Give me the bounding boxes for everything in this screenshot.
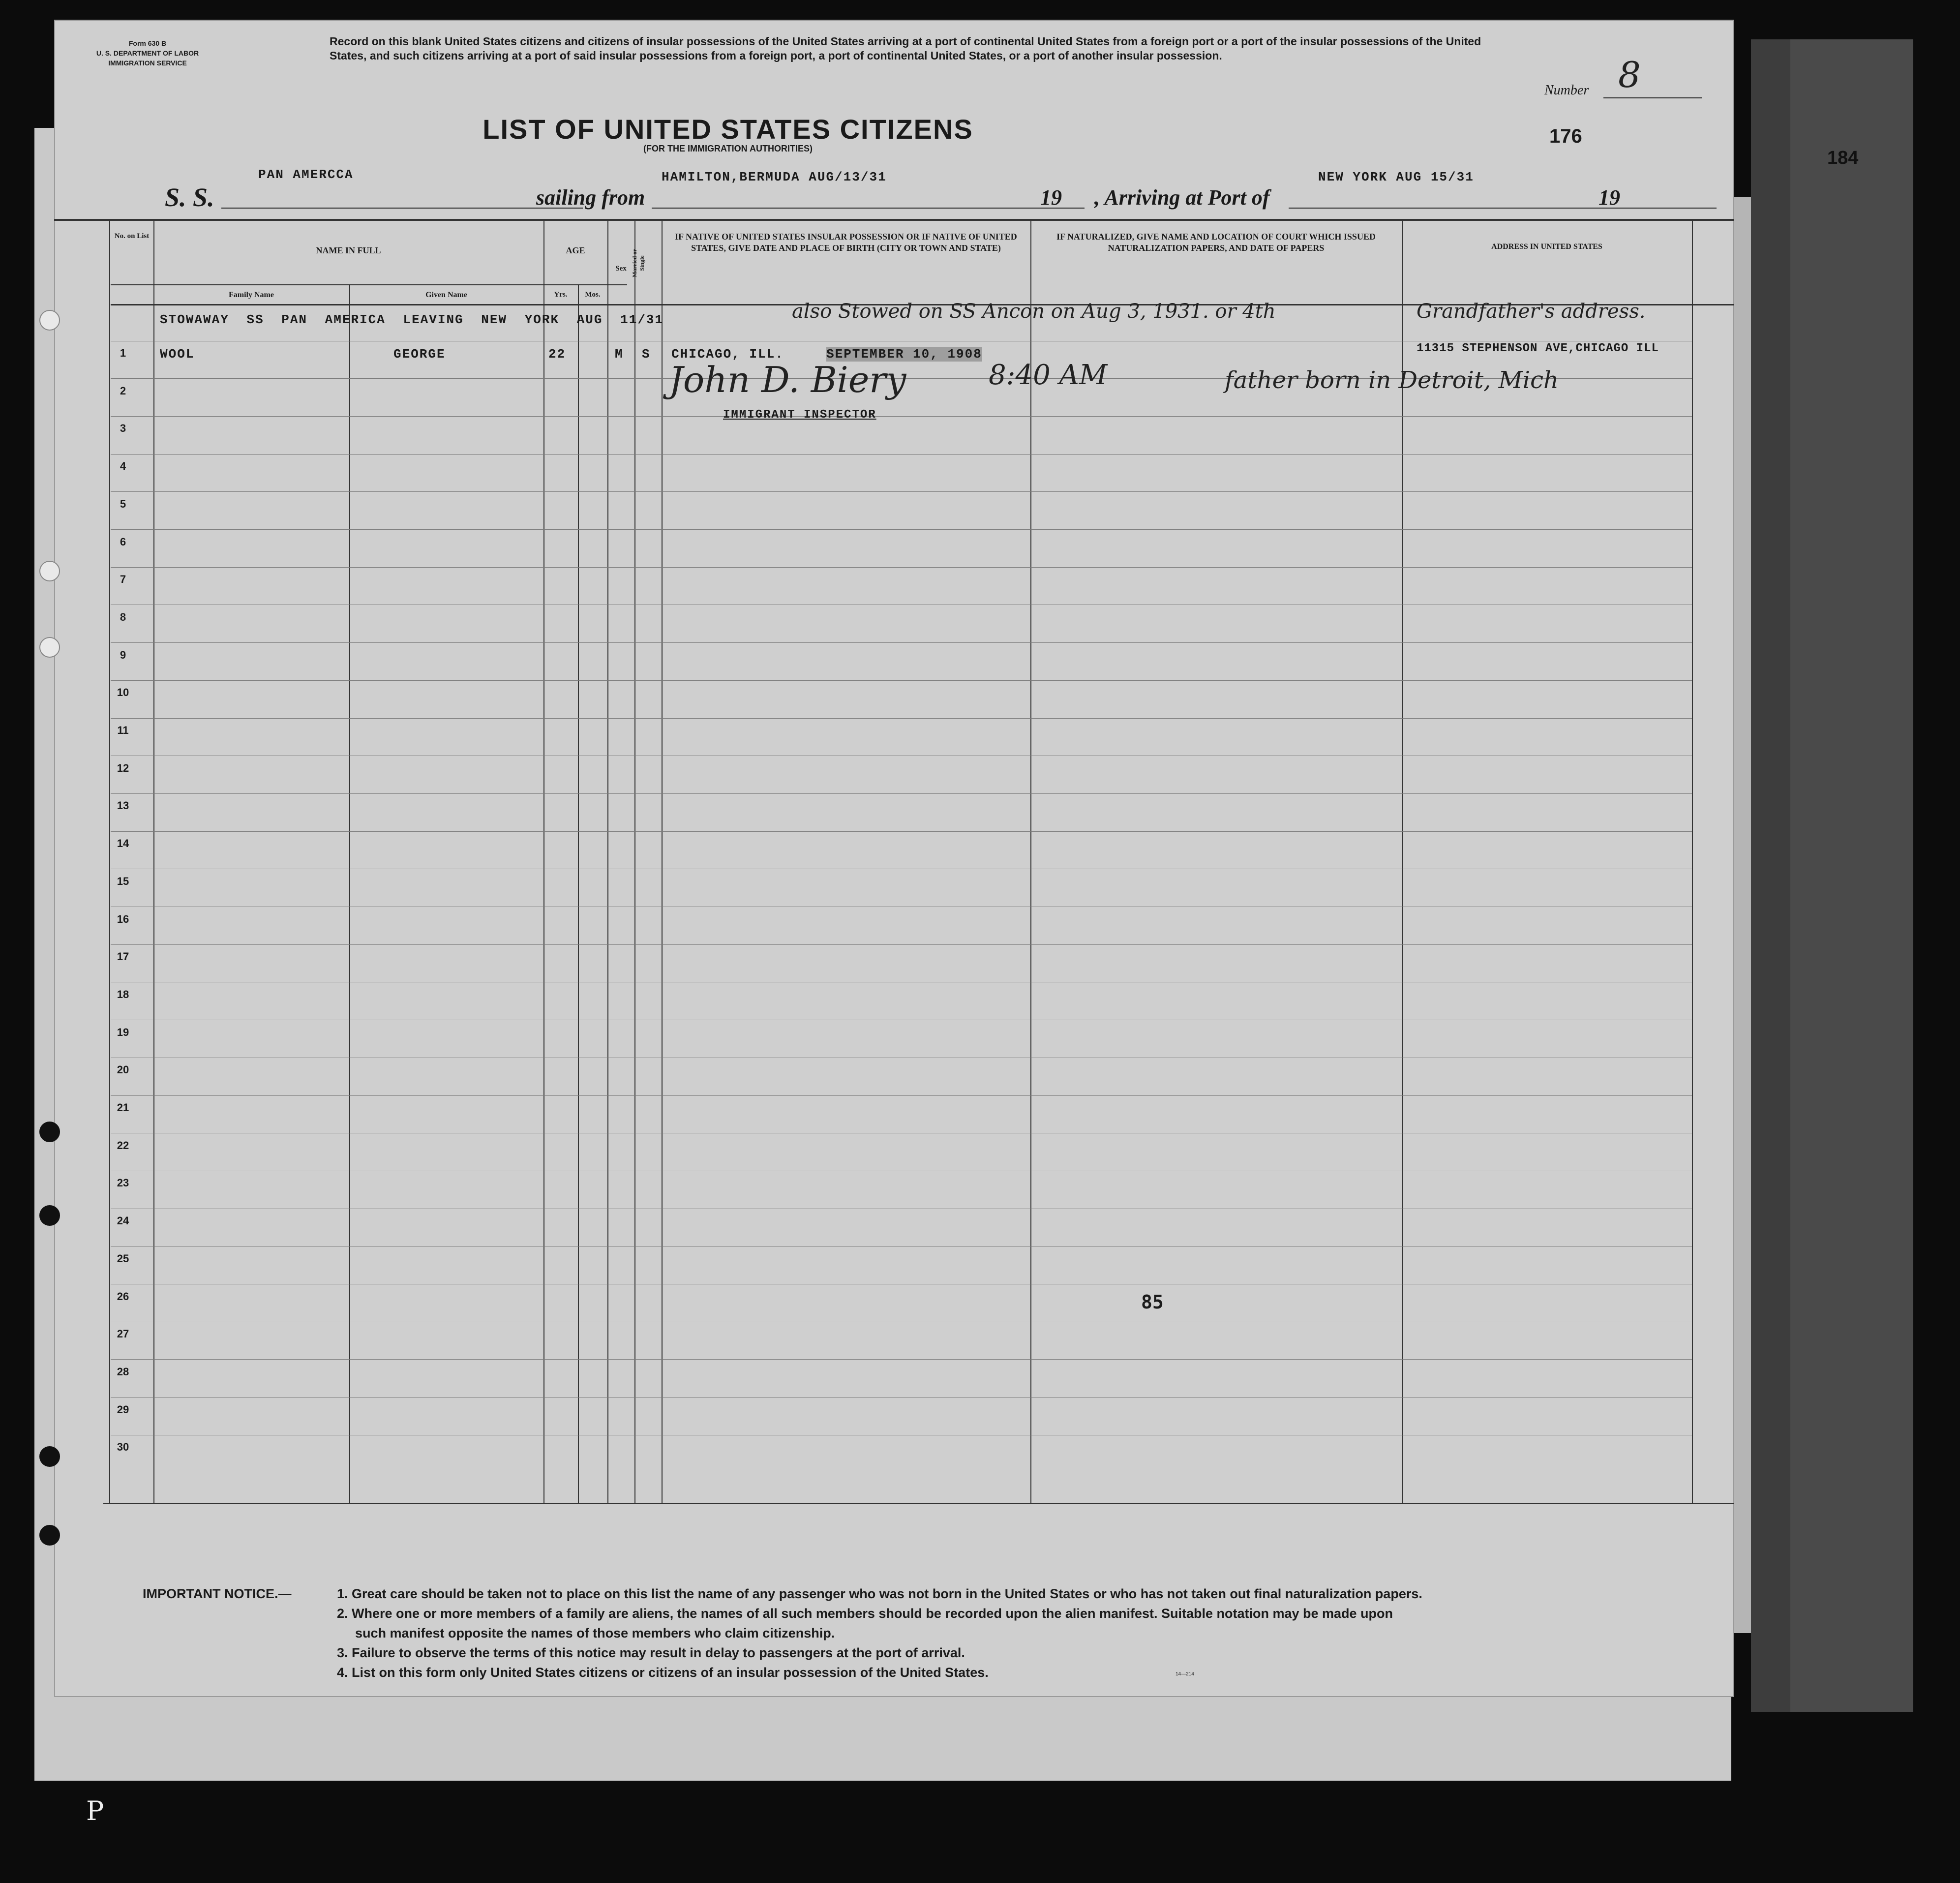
col-line-sex xyxy=(607,219,608,1503)
row-number: 20 xyxy=(117,1063,129,1076)
row-number: 14 xyxy=(117,837,129,850)
service: IMMIGRATION SERVICE xyxy=(108,59,187,67)
stowaway-note: STOWAWAY SS PAN AMERICA LEAVING NEW YORK AUG 11/31 xyxy=(160,312,664,327)
header-sex: Sex xyxy=(615,265,627,273)
row-rule xyxy=(111,1359,1692,1360)
header-married-single: Married or Single xyxy=(631,249,645,277)
header-age: AGE xyxy=(566,245,585,255)
col-line-given xyxy=(349,285,350,1503)
row-number: 16 xyxy=(117,913,129,925)
punch-hole xyxy=(39,561,60,581)
table-top-border xyxy=(54,219,1734,221)
row1-married-single: S xyxy=(642,347,651,362)
year-underline xyxy=(1633,208,1717,209)
sailing-label: sailing from xyxy=(536,185,645,210)
row1-family-name: WOOL xyxy=(160,347,195,362)
inspector-signature: John D. Biery xyxy=(669,359,906,400)
punch-hole xyxy=(39,1446,60,1467)
row1-birth-date: SEPTEMBER 10, 1908 xyxy=(826,347,982,362)
header-name-in-full: NAME IN FULL xyxy=(316,245,381,255)
row-number: 29 xyxy=(117,1403,129,1416)
row1-sex: M xyxy=(615,347,624,362)
row-number: 13 xyxy=(117,799,129,812)
side-number: 184 xyxy=(1827,148,1859,168)
col-line-no xyxy=(109,219,110,1503)
row-rule xyxy=(111,416,1692,417)
also-note: also Stowed on SS Ancon on Aug 3, 1931. or 4th xyxy=(792,300,1276,323)
print-code: 14—214 xyxy=(1176,1671,1194,1677)
col-line-married xyxy=(634,219,635,1503)
arriving-underline xyxy=(1289,208,1643,209)
punch-hole xyxy=(39,637,60,658)
row-rule xyxy=(111,793,1692,794)
sailing-underline xyxy=(652,208,1085,209)
notice-heading: IMPORTANT NOTICE.— xyxy=(143,1586,292,1601)
notice-item-2a: 2. Where one or more members of a family are aliens, the names of all such members should be recorded upon the alien manifest. Suitable notation may be made upon xyxy=(337,1606,1393,1621)
punch-hole xyxy=(39,310,60,331)
address-note: Grandfather's address. xyxy=(1417,300,1646,323)
col-line-mos xyxy=(578,285,579,1503)
row-number: 5 xyxy=(120,498,126,510)
header-divider xyxy=(111,284,627,285)
stamp-number: 85 xyxy=(1141,1291,1164,1313)
col-line-age xyxy=(543,219,544,1503)
header-mos: Mos. xyxy=(585,291,601,299)
row1-birth-place: CHICAGO, ILL. xyxy=(671,347,784,362)
row-number: 7 xyxy=(120,573,126,585)
form-number: Form 630 B xyxy=(128,39,167,47)
form-identifier xyxy=(74,38,221,68)
row-number: 25 xyxy=(117,1252,129,1265)
row-number: 4 xyxy=(120,460,126,472)
row1-address: 11315 STEPHENSON AVE,CHICAGO ILL xyxy=(1417,342,1659,355)
header-naturalized: IF NATURALIZED, GIVE NAME AND LOCATION OF COURT WHICH ISSUED NATURALIZATION PAPERS, AND DATE OF PAPERS xyxy=(1056,232,1376,253)
page-number: 176 xyxy=(1549,125,1582,147)
manifest-page xyxy=(54,20,1734,1697)
inspector-label: IMMIGRANT INSPECTOR xyxy=(723,408,876,422)
row-rule xyxy=(111,491,1692,492)
row-number: 6 xyxy=(120,536,126,548)
row-number: 12 xyxy=(117,762,129,774)
col-line-naturalized xyxy=(1030,219,1031,1503)
header-no-on-list: No. on List xyxy=(114,232,150,240)
ship-name: PAN AMERCCA xyxy=(258,167,354,182)
punch-hole xyxy=(39,1525,60,1546)
row-rule xyxy=(111,1095,1692,1096)
row-rule xyxy=(111,567,1692,568)
notice-item-1: 1. Great care should be taken not to place on this list the name of any passenger who was not born in the United States or who has not taken out final naturalization papers. xyxy=(337,1586,1422,1601)
row-number: 27 xyxy=(117,1328,129,1340)
row1-given-name: GEORGE xyxy=(393,347,446,362)
number-underline xyxy=(1603,97,1702,98)
year-label-1: 19 xyxy=(1040,185,1062,210)
row-number: 19 xyxy=(117,1026,129,1038)
header-given-name: Given Name xyxy=(425,291,467,299)
row-number: 17 xyxy=(117,950,129,963)
row-number: 11 xyxy=(117,724,129,736)
punch-hole xyxy=(39,1205,60,1226)
dark-backing-sheet-right xyxy=(1790,39,1913,1712)
header-yrs: Yrs. xyxy=(554,291,568,299)
row-number: 23 xyxy=(117,1177,129,1189)
row-rule xyxy=(111,642,1692,643)
row-rule xyxy=(111,831,1692,832)
row-number: 8 xyxy=(120,611,126,623)
form-instruction: Record on this blank United States citizens and citizens of insular possessions of the United States arriving at a port of continental United States from a foreign port or a port of the insular possessions of the United States, and such citizens arriving at a port of said insular possessions from a foreign port, a port of continental United States, or a port of another insular possession. xyxy=(330,35,1481,62)
header-address: ADDRESS IN UNITED STATES xyxy=(1491,243,1602,251)
row-number: 9 xyxy=(120,649,126,661)
row-rule xyxy=(111,944,1692,945)
department: U. S. DEPARTMENT OF LABOR xyxy=(96,49,199,57)
notice-item-3: 3. Failure to observe the terms of this notice may result in delay to passengers at the port of arrival. xyxy=(337,1645,965,1660)
arriving-port: NEW YORK AUG 15/31 xyxy=(1318,170,1474,184)
row-rule xyxy=(111,454,1692,455)
row-number: 10 xyxy=(117,686,129,699)
ss-label: S. S. xyxy=(165,182,214,212)
col-line-family xyxy=(153,219,154,1503)
corner-mark: P xyxy=(86,1795,104,1826)
row-number: 22 xyxy=(117,1139,129,1152)
row-number: 21 xyxy=(117,1101,129,1114)
notice-item-4: 4. List on this form only United States citizens or citizens of an insular possession of the United States. xyxy=(337,1665,989,1680)
row-rule xyxy=(111,529,1692,530)
row-number: 18 xyxy=(117,988,129,1001)
father-note: father born in Detroit, Mich xyxy=(1225,366,1559,394)
row-number: 28 xyxy=(117,1366,129,1378)
row-rule xyxy=(111,680,1692,681)
header-family-name: Family Name xyxy=(229,291,274,299)
table-bottom-border xyxy=(103,1503,1734,1504)
row-number: 24 xyxy=(117,1215,129,1227)
col-line-end xyxy=(1692,219,1693,1503)
notice-item-2b: such manifest opposite the names of those members who claim citizenship. xyxy=(355,1626,835,1640)
signature-time: 8:40 AM xyxy=(989,359,1108,391)
row-rule xyxy=(111,718,1692,719)
row-number: 30 xyxy=(117,1441,129,1453)
arriving-label: , Arriving at Port of xyxy=(1094,185,1270,210)
punch-hole xyxy=(39,1122,60,1142)
ship-underline xyxy=(221,208,583,209)
row-number: 26 xyxy=(117,1290,129,1303)
form-title: LIST OF UNITED STATES CITIZENS xyxy=(482,114,973,145)
number-value: 8 xyxy=(1618,54,1641,95)
row-number: 2 xyxy=(120,385,126,397)
year-label-2: 19 xyxy=(1598,185,1620,210)
row-number: 15 xyxy=(117,875,129,887)
col-line-birth xyxy=(662,219,663,1503)
row-number: 3 xyxy=(120,422,126,434)
col-line-address xyxy=(1402,219,1403,1503)
number-label: Number xyxy=(1544,83,1589,98)
row1-age: 22 xyxy=(548,347,566,362)
row-number: 1 xyxy=(120,347,126,359)
sailing-from: HAMILTON,BERMUDA AUG/13/31 xyxy=(662,170,887,184)
form-subtitle: (FOR THE IMMIGRATION AUTHORITIES) xyxy=(643,144,813,153)
header-birth: IF NATIVE OF UNITED STATES INSULAR POSSESSION OR IF NATIVE OF UNITED STATES, GIVE DATE AND PLACE OF BIRTH (CITY OR TOWN AND STATE) xyxy=(675,232,1017,253)
